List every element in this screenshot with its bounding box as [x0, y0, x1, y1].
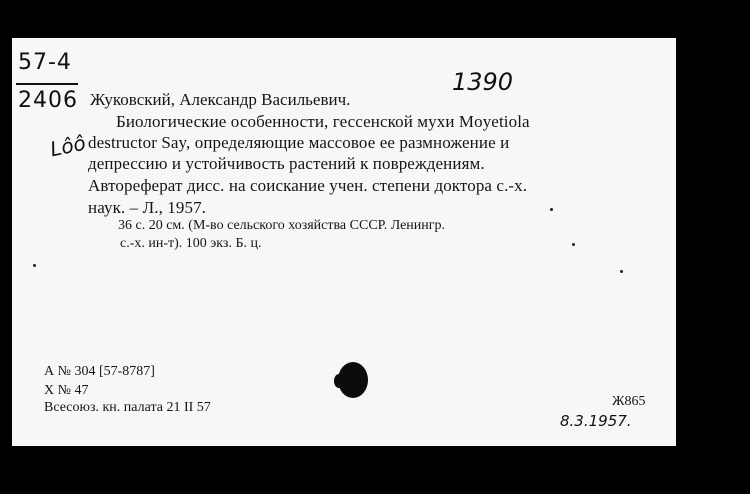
- author-heading: Жуковский, Александр Васильевич.: [90, 90, 351, 109]
- catalog-card: [12, 38, 676, 446]
- speck: [33, 264, 36, 267]
- margin-note: Lôô: [47, 130, 88, 162]
- speck: [572, 243, 575, 246]
- ink-blot-small: [334, 374, 344, 388]
- footer-line-3: Всесоюз. кн. палата 21 II 57: [44, 400, 211, 415]
- shelf-mark-bottom: 2406: [18, 88, 78, 113]
- description-line-3: депрессию и устойчивость растений к повреждениям.: [88, 154, 485, 173]
- description-line-4: Автореферат дисс. на соискание учен. степени доктора с.-х.: [88, 176, 528, 195]
- shelf-mark-divider: [16, 83, 78, 85]
- speck: [550, 208, 553, 211]
- details-line-1: 36 с. 20 см. (М-во сельского хозяйства СССР. Ленингр.: [118, 218, 446, 233]
- details-line-2: с.-х. ин-т). 100 экз. Б. ц.: [120, 236, 262, 251]
- description-line-2: destructor Say, определяющие массовое ее размножение и: [88, 133, 510, 152]
- shelf-mark-top: 57-4: [18, 50, 72, 75]
- footer-line-1: А № 304 [57-8787]: [44, 364, 155, 379]
- stamp-number: Ж865: [612, 394, 646, 409]
- footer-line-2: Х № 47: [44, 383, 89, 398]
- handwritten-number: 1390: [452, 68, 514, 96]
- stamp-date: 8.3.1957.: [560, 412, 632, 430]
- description-line-1: Биологические особенности, гессенской мухи Moyetiola: [116, 112, 530, 131]
- description-line-5: наук. – Л., 1957.: [88, 198, 207, 217]
- speck: [620, 270, 623, 273]
